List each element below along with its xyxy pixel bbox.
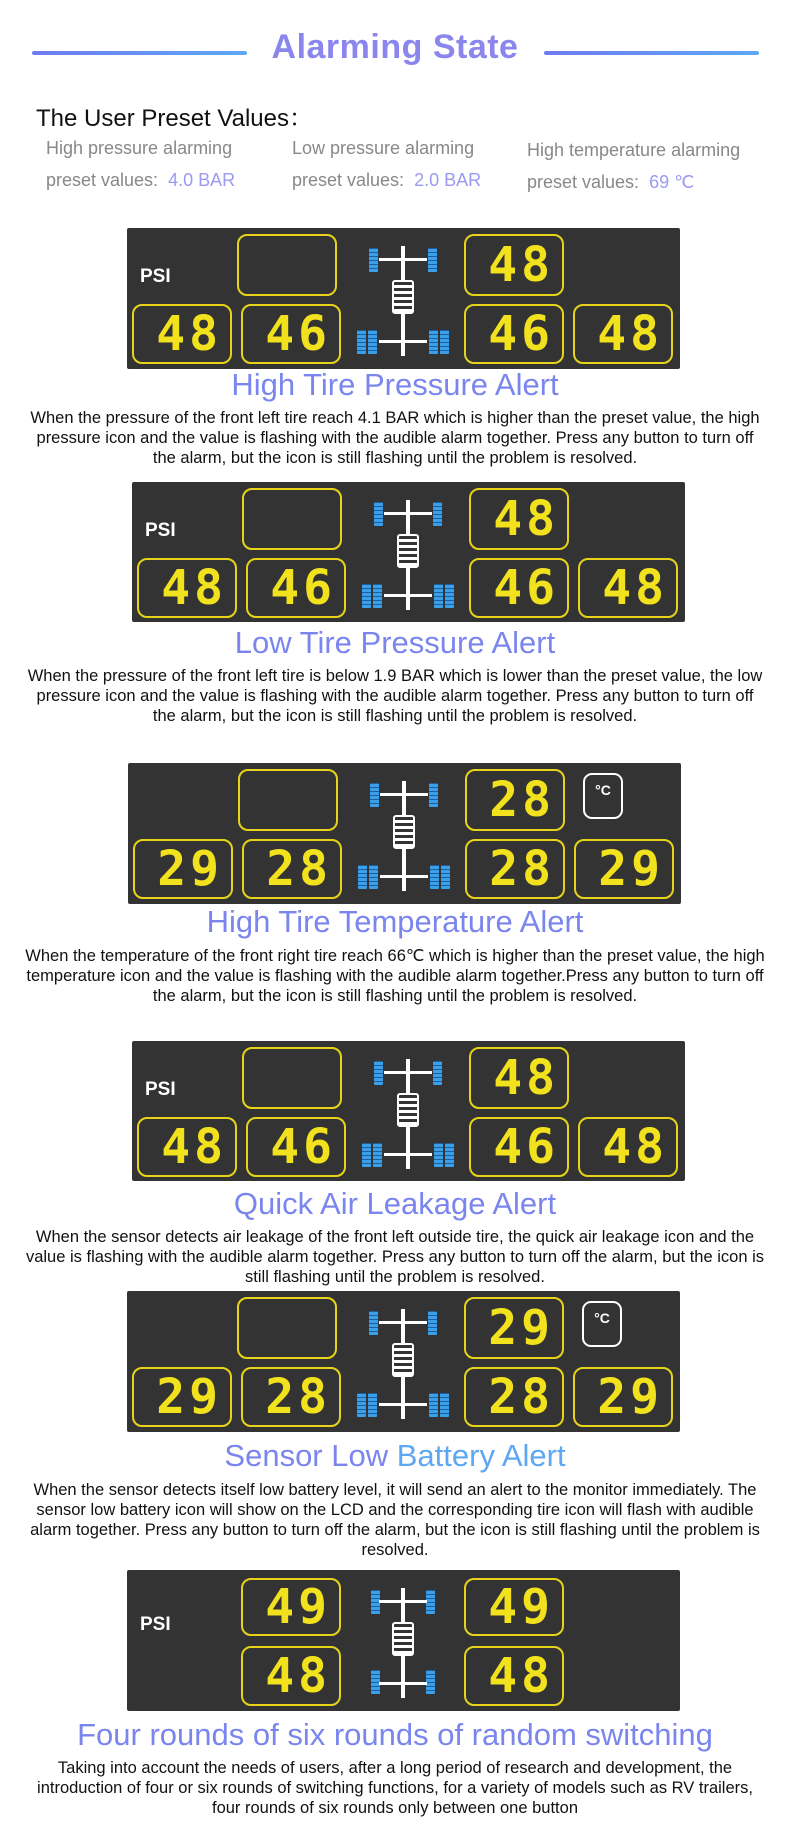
tire-icon (369, 865, 378, 889)
tire-value: 46 (488, 306, 554, 362)
battery-icon (392, 280, 414, 314)
preset-value: 2.0 BAR (414, 170, 482, 190)
tire-readout-bottom-left-inner (241, 1367, 341, 1427)
tire-value: 48 (493, 1050, 559, 1106)
tire-icon (445, 584, 454, 608)
tire-value: 48 (156, 306, 222, 362)
tire-value: 46 (270, 560, 336, 616)
tire-icon (374, 1061, 383, 1085)
tire-readout-top-left (237, 234, 337, 296)
chassis-icon (360, 1055, 456, 1171)
tire-value: 49 (265, 1579, 331, 1635)
tire-readout-bottom-right-outer (573, 304, 673, 364)
tire-value: 29 (597, 1369, 663, 1425)
tire-value: 48 (161, 560, 227, 616)
tire-icon (368, 1393, 377, 1417)
alert-description: When the sensor detects air leakage of the front left outside tire, the quick air leakage icon and the value is flashing with the audible alarm together. Press any button to turn off the alarm, but the icon is still flashing until the problem is resolved. (25, 1228, 765, 1286)
tire-value: 46 (493, 1119, 559, 1175)
preset-line2: preset values: (292, 170, 405, 190)
tire-value: 28 (266, 841, 332, 897)
tire-value: 48 (265, 1648, 331, 1704)
tire-value: 29 (488, 1300, 554, 1356)
alert-description: Taking into account the needs of users, after a long period of research and development, the introduction of four or six rounds of switching functions, for a variety of models such as RV trailers, four rounds of six rounds only between one button (37, 1759, 753, 1817)
preset-line2: preset values: (527, 172, 640, 192)
tire-icon (433, 1061, 442, 1085)
unit-label: PSI (140, 1614, 171, 1635)
tire-readout-top-right (469, 1047, 569, 1109)
tire-readout-bottom-right-outer (578, 558, 678, 618)
preset-line2: preset values: (46, 170, 159, 190)
preset-value: 4.0 BAR (168, 170, 236, 190)
unit-label: PSI (145, 1079, 176, 1100)
tire-value: 28 (488, 1369, 554, 1425)
alert-title (0, 367, 790, 403)
tire-readout-top-right (465, 769, 565, 831)
tire-icon (373, 584, 382, 608)
tire-value: 29 (156, 1369, 222, 1425)
preset-low-pressure (292, 132, 481, 196)
preset-value: 69 ℃ (649, 172, 695, 192)
alert-title-text: Quick Air Leakage Alert (233, 1186, 557, 1221)
alert-description: When the pressure of the front left tire is below 1.9 BAR which is lower than the preset value, the low pressure icon and the value is flashing with the audible alarm together. Press any button to turn off the alarm, but the icon is still flashing until the problem is resolved. (27, 667, 763, 725)
tire-value: 48 (488, 1648, 554, 1704)
tire-readout-bottom-left-outer (132, 1367, 232, 1427)
tire-icon (362, 584, 371, 608)
tire-readout-bottom-right-outer (573, 1367, 673, 1427)
preset-line1: High temperature alarming (527, 140, 741, 160)
lcd-panel (128, 763, 681, 904)
chassis-icon (356, 777, 452, 893)
tire-icon (440, 330, 449, 354)
tire-readout-bottom-right-inner (464, 1646, 564, 1706)
battery-icon (392, 1622, 414, 1656)
alert-title (0, 1186, 790, 1222)
tire-readout-top-left (237, 1297, 337, 1359)
tire-value: 46 (265, 306, 331, 362)
alert-title-text: Sensor Low (224, 1438, 397, 1473)
tire-readout-top-left (241, 1578, 341, 1636)
tire-icon (440, 1393, 449, 1417)
tire-icon (370, 783, 379, 807)
unit-label: PSI (145, 520, 176, 541)
chassis-icon (355, 1584, 451, 1700)
tire-value: 28 (489, 772, 555, 828)
tire-icon (369, 248, 378, 272)
alert-description: When the sensor detects itself low battery level, it will send an alert to the monitor immediately. The sensor low battery icon will show on the LCD and the corresponding tire icon will flash with audible alarm together. Press any button to turn off the alarm, but the icon is still flashing until the problem is resolved. (30, 1481, 760, 1559)
tire-icon (374, 502, 383, 526)
tire-value: 28 (489, 841, 555, 897)
tire-readout-bottom-right-inner (465, 839, 565, 899)
tire-value: 29 (598, 841, 664, 897)
preset-line1: Low pressure alarming (292, 138, 475, 158)
alert-title (0, 625, 790, 661)
alert-title-text: High Tire Pressure Alert (231, 367, 559, 402)
battery-icon (392, 1343, 414, 1377)
tire-readout-top-left (242, 1047, 342, 1109)
tire-icon (429, 1393, 438, 1417)
tire-value: 48 (493, 491, 559, 547)
alert-title (0, 1717, 790, 1753)
preset-title: The User Preset Values： (36, 105, 313, 132)
tire-icon (369, 1311, 378, 1335)
tire-icon (358, 865, 367, 889)
alert-title-text: Low Tire Pressure Alert (234, 625, 556, 660)
tire-readout-top-right (464, 1578, 564, 1636)
tire-readout-top-right (464, 234, 564, 296)
alert-title-text: High Tire Temperature Alert (206, 904, 584, 939)
chassis-icon (355, 242, 451, 358)
unit-label: PSI (140, 266, 171, 287)
tire-icon (441, 865, 450, 889)
lcd-panel (127, 1570, 680, 1711)
tire-value: 28 (265, 1369, 331, 1425)
header-line-right (544, 51, 759, 55)
alert-title (0, 1438, 790, 1474)
battery-icon (393, 815, 415, 849)
tire-value: 48 (488, 237, 554, 293)
tire-readout-bottom-left-inner (246, 558, 346, 618)
tire-value: 49 (488, 1579, 554, 1635)
tire-icon (434, 584, 443, 608)
tire-readout-bottom-left-outer (137, 558, 237, 618)
temperature-icon: °C (583, 773, 623, 819)
tire-readout-bottom-left-outer (137, 1117, 237, 1177)
tire-readout-bottom-right-outer (578, 1117, 678, 1177)
tire-readout-bottom-left-inner (241, 304, 341, 364)
tire-icon (434, 1143, 443, 1167)
tire-readout-bottom-right-inner (469, 1117, 569, 1177)
tire-readout-bottom-left-inner (242, 839, 342, 899)
alert-title-text-accent: Battery Alert (396, 1438, 566, 1473)
battery-icon (397, 1093, 419, 1127)
alert-title-text: Four rounds of six rounds of random switching (77, 1717, 713, 1752)
tire-icon (430, 865, 439, 889)
tire-icon (429, 330, 438, 354)
tire-icon (357, 330, 366, 354)
tire-icon (426, 1670, 435, 1694)
tire-value: 29 (157, 841, 223, 897)
tire-readout-bottom-right-inner (464, 1367, 564, 1427)
tire-icon (362, 1143, 371, 1167)
tire-icon (357, 1393, 366, 1417)
chassis-icon (355, 1305, 451, 1421)
tire-icon (428, 248, 437, 272)
tire-readout-bottom-left-outer (133, 839, 233, 899)
tire-icon (445, 1143, 454, 1167)
tire-icon (368, 330, 377, 354)
tire-icon (429, 783, 438, 807)
lcd-panel (127, 1291, 680, 1432)
tire-readout-bottom-right-inner (464, 304, 564, 364)
lcd-panel (132, 482, 685, 622)
tire-value: 48 (602, 1119, 668, 1175)
tire-readout-top-right (464, 1297, 564, 1359)
preset-line1: High pressure alarming (46, 138, 233, 158)
tire-readout-top-right (469, 488, 569, 550)
tire-readout-bottom-right-outer (574, 839, 674, 899)
lcd-panel (132, 1041, 685, 1181)
tire-value: 48 (597, 306, 663, 362)
tire-readout-bottom-right-inner (469, 558, 569, 618)
preset-high-pressure (46, 132, 235, 196)
alert-description: When the temperature of the front right tire reach 66℃ which is higher than the preset value, the high temperature icon and the value is flashing with the audible alarm together.Press any button to turn off the alarm, but the icon is still flashing until the problem is resolved. (25, 947, 765, 1005)
alert-description: When the pressure of the front left tire reach 4.1 BAR which is higher than the preset value, the high pressure icon and the value is flashing with the audible alarm together. Press any button to turn off the alarm, but the icon is still flashing until the problem is resolved. (30, 409, 760, 467)
tire-readout-top-left (242, 488, 342, 550)
tire-readout-bottom-left-inner (241, 1646, 341, 1706)
tire-readout-top-left (238, 769, 338, 831)
tire-value: 48 (161, 1119, 227, 1175)
lcd-panel (127, 228, 680, 369)
tire-value: 46 (493, 560, 559, 616)
tire-icon (428, 1311, 437, 1335)
alert-title (0, 904, 790, 940)
tire-value: 48 (602, 560, 668, 616)
tire-icon (373, 1143, 382, 1167)
tire-value: 46 (270, 1119, 336, 1175)
tire-readout-bottom-left-outer (132, 304, 232, 364)
tire-icon (426, 1590, 435, 1614)
tire-readout-bottom-left-inner (246, 1117, 346, 1177)
page-title: Alarming State (271, 28, 519, 66)
preset-high-temperature (527, 134, 740, 198)
tire-icon (433, 502, 442, 526)
battery-icon (397, 534, 419, 568)
chassis-icon (360, 496, 456, 612)
temperature-icon: °C (582, 1301, 622, 1347)
